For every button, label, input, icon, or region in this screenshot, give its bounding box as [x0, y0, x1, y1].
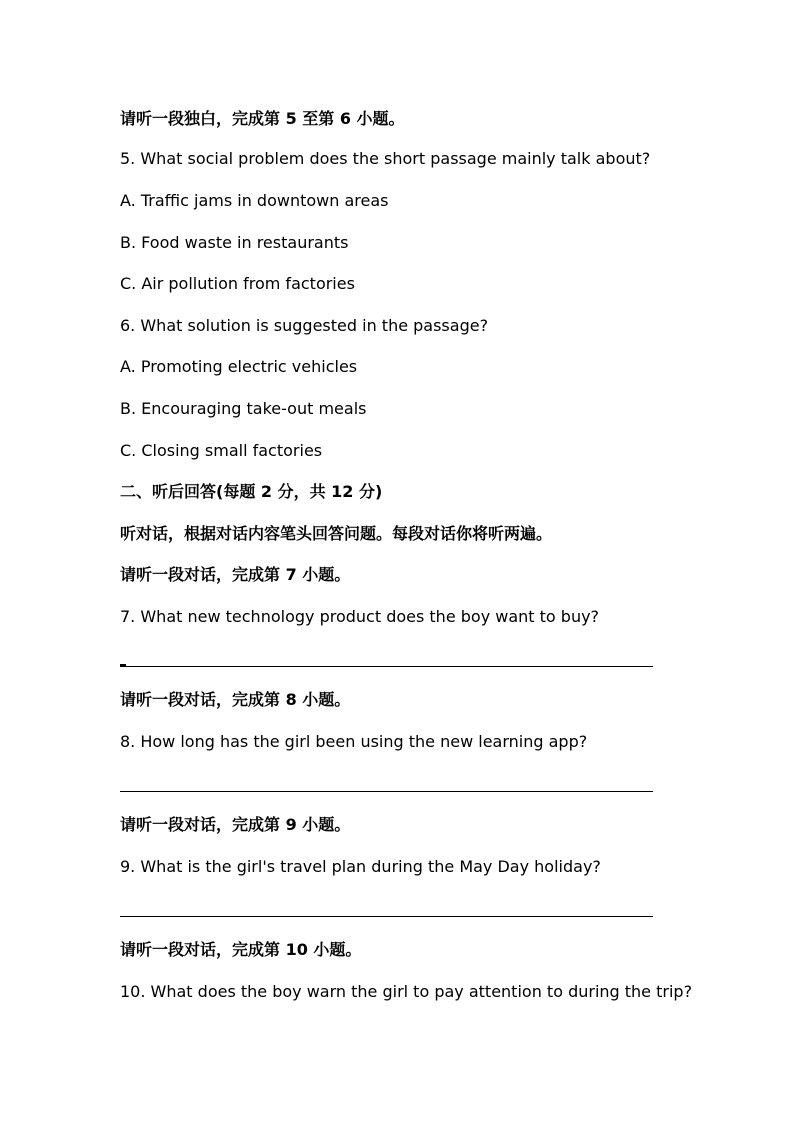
- question-8: 8. How long has the girl been using the new learning app?: [120, 732, 588, 751]
- answer-line-7[interactable]: [120, 666, 653, 667]
- question-5: 5. What social problem does the short passage mainly talk about?: [120, 149, 651, 168]
- question-5-option-c: C. Air pollution from factories: [120, 274, 355, 293]
- section-2-heading: 二、听后回答(每题 2 分，共 12 分): [120, 482, 383, 501]
- question-5-option-a: A. Traffic jams in downtown areas: [120, 191, 389, 210]
- question-6-option-c: C. Closing small factories: [120, 441, 323, 460]
- section-2-instruction: 听对话，根据对话内容笔头回答问题。每段对话你将听两遍。: [120, 524, 553, 543]
- answer-line-8[interactable]: [120, 791, 653, 792]
- question-6: 6. What solution is suggested in the passage?: [120, 316, 489, 335]
- instruction-q5-q6: 请听一段独白，完成第 5 至第 6 小题。: [120, 109, 405, 128]
- question-10: 10. What does the boy warn the girl to pay attention to during the trip?: [120, 982, 693, 1001]
- question-6-option-a: A. Promoting electric vehicles: [120, 357, 358, 376]
- instruction-q8: 请听一段对话，完成第 8 小题。: [120, 690, 351, 709]
- question-6-option-b: B. Encouraging take-out meals: [120, 399, 367, 418]
- question-7: 7. What new technology product does the boy want to buy?: [120, 607, 600, 626]
- answer-line-9[interactable]: [120, 916, 653, 917]
- question-5-option-b: B. Food waste in restaurants: [120, 233, 349, 252]
- instruction-q7: 请听一段对话，完成第 7 小题。: [120, 565, 351, 584]
- instruction-q9: 请听一段对话，完成第 9 小题。: [120, 815, 351, 834]
- instruction-q10: 请听一段对话，完成第 10 小题。: [120, 940, 362, 959]
- question-9: 9. What is the girl's travel plan during the May Day holiday?: [120, 857, 601, 876]
